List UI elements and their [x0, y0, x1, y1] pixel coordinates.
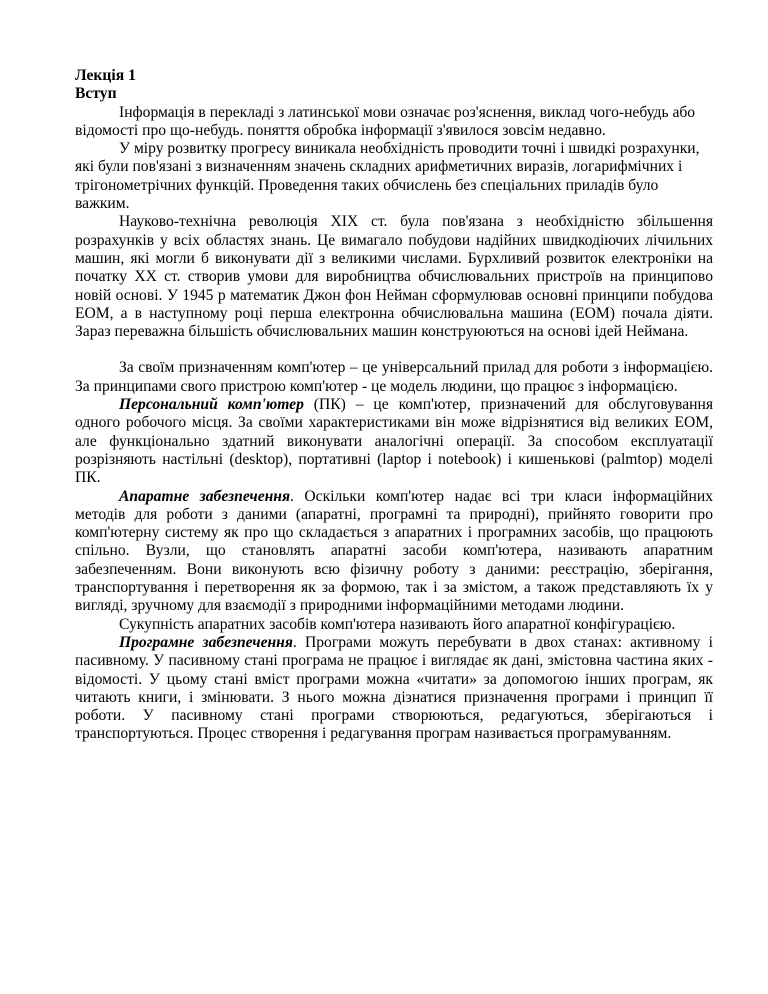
paragraph-computer-purpose: За своїм призначенням комп'ютер – це універсальний прилад для роботи з інформацією. За принципами свого пристрою комп'ютер - це модель людини, що працює з інформацією. [75, 359, 713, 395]
section-title: Вступ [75, 85, 117, 103]
paragraph-progress: У міру розвитку прогресу виникала необхідність проводити точні і швидкі розрахунки, які були пов'язані з визначенням значень складних арифметичних виразів, логарифмічних і трігонометрічних функцій. Проведення таких обчислень без спеціальних приладів було важким. [75, 140, 700, 213]
document-page [75, 67, 713, 744]
paragraph-hardware-configuration: Сукупність апаратних засобів комп'ютера називають його апаратної конфігурацією. [119, 615, 676, 633]
paragraph-spacer [75, 341, 713, 359]
paragraph-personal-computer-text: (ПК) – це комп'ютер, призначений для обслуговування одного робочого місця. За своїми характеристиками він може відрізнятися від великих ЕОМ, але функціонально здатний виконувати аналогічні операції. За способом експлуатації розрізняють настільні (desktop), портативні (laptop і notebook) і кишенькові (palmtop) моделі ПК. [75, 396, 713, 487]
paragraph-hardware-text: . Оскільки комп'ютер надає всі три класи інформаційних методів для роботи з даними (апаратні, програмні та природні), прийнято говорити про комп'ютерну систему як про що складається з апаратних і програмних засобів, що працюють спільно. Вузли, що становлять апаратні засоби комп'ютера, називають апаратним забезпеченням. Вони виконують всю фізичну роботу з даними: реєстрацію, зберігання, транспортування і перетворення як за формою, так і за змістом, а також представляють їх у вигляді, зручному для взаємодії з природними інформаційними методами людини. [75, 487, 713, 615]
paragraph-information: Інформація в перекладі з латинської мови означає роз'яснення, виклад чого-небудь або відомості про що-небудь. поняття обробка інформації з'явилося зовсім недавно. [75, 103, 696, 139]
term-hardware: Апаратне забезпечення [119, 487, 290, 505]
paragraph-hardware [75, 488, 713, 616]
lecture-title: Лекція 1 [75, 67, 136, 84]
term-software: Програмне забезпечення [119, 633, 293, 651]
paragraph-software [75, 634, 713, 744]
term-personal-computer: Персональний комп'ютер [119, 396, 304, 414]
paragraph-personal-computer [75, 396, 713, 487]
paragraph-revolution: Науково-технічна революція XIX ст. була пов'язана з необхідністю збільшення розрахунків у всіх областях знань. Це вимагало побудови надійних швидкодіючих лічильних машин, які могли б виконувати дії з великими числами. Бурхливий розвиток електроніки на початку XX ст. створив умови для виробництва обчислювальних пристроїв на принципово новій основі. У 1945 р математик Джон фон Нейман сформулював основні принципи побудова ЕОМ, а в наступному році перша електронна обчислювальна машина (ЕОМ) почала діяти. Зараз переважна більшість обчислювальних машин конструюються на основі ідей Неймана. [75, 213, 713, 341]
paragraph-software-text: . Програми можуть перебувати в двох станах: активному і пасивному. У пасивному стані програма не працює і виглядає як дані, змістовна частина яких - відомості. У цьому стані вміст програми можна «читати» за допомогою інших програм, як читають книги, і змінювати. З нього можна дізнатися призначення програми і принцип її роботи. У пасивному стані програми створюються, редагуються, зберігаються і транспортуються. Процес створення і редагування програм називається програмуванням. [75, 633, 714, 743]
